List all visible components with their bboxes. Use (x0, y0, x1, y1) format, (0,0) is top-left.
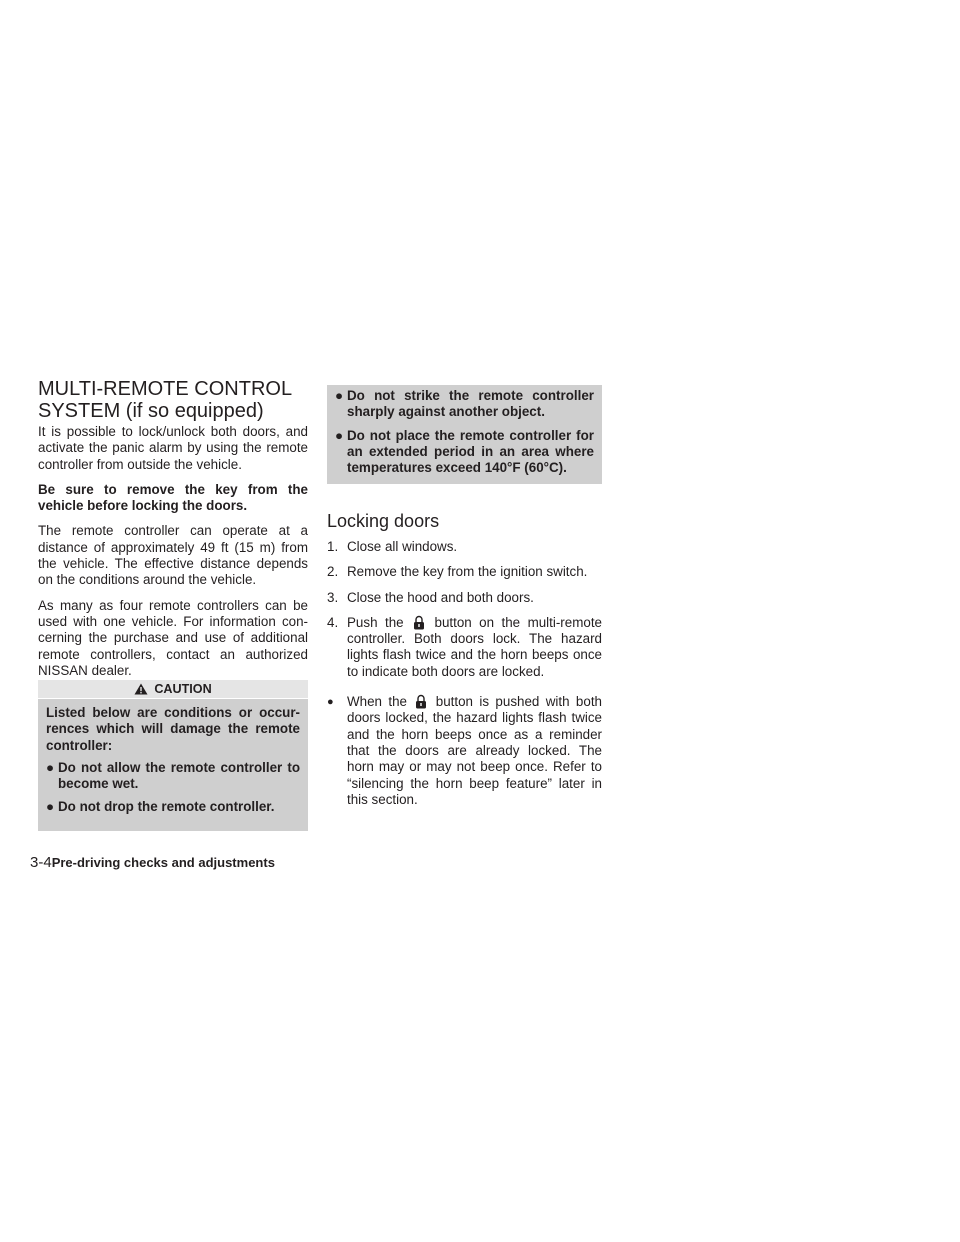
caution-bullet (335, 428, 594, 477)
step-text: Remove the key from the ignition switch. (347, 564, 588, 580)
step (327, 615, 602, 680)
caution-bullet-text: Do not allow the remote controller to become wet. (58, 759, 300, 792)
bullet-marker: ● (327, 696, 334, 709)
note-text (347, 694, 602, 808)
caution-bullet-text: Do not place the remote controller for an extended period in an area where temperatures exceed 140°F (60°C). (347, 427, 594, 476)
note-post: button is pushed with both doors locked, the hazard lights flash twice and the horn beeps once as a reminder that the doors are already locked. The horn may or may not beep once. Refer to “silencing the horn beep feature” later in this section. (347, 694, 602, 807)
step-number: 2. (327, 564, 339, 580)
lock-button-icon (413, 615, 425, 630)
caution-body (38, 699, 308, 831)
bullet-marker: ● (46, 799, 55, 815)
footer-section: Pre-driving checks and adjustments (51, 855, 275, 870)
caution-bullet (46, 760, 300, 793)
step-number: 1. (327, 539, 339, 554)
step-number: 4. (327, 614, 339, 630)
step-text: Close the hood and both doors. (347, 589, 534, 605)
section-title: MULTI-REMOTE CONTROL SYSTEM (if so equipped) (38, 378, 292, 422)
caution-bullet (335, 388, 594, 421)
lock-note-bullet (327, 694, 602, 808)
warning-triangle-icon (134, 683, 148, 695)
step4-post: button on the multi-remote controller. Both doors lock. The hazard lights flash twice and the horn beeps once to indicate both doors are locked. (347, 614, 602, 679)
intro-warning: Be sure to remove the key from the vehicle before locking the doors. (38, 481, 308, 514)
caution-block (38, 680, 308, 831)
intro-paragraph-2: The remote controller can operate at a distance of approximately 49 ft (15 m) from the vehicle. The effective distance depends on the conditions around the vehicle. (38, 523, 308, 588)
caution-bullet (46, 799, 300, 815)
locking-steps (327, 539, 602, 817)
lock-button-icon (415, 694, 427, 709)
note-pre: When the (347, 694, 407, 710)
page-number: 3-4 (30, 854, 52, 871)
step (327, 564, 602, 580)
step (327, 539, 602, 555)
step (327, 590, 602, 606)
caution-header (38, 680, 308, 699)
intro-paragraph-3: As many as four remote controllers can be used with one vehicle. For information con-cerning the purchase and use of additional remote controllers, contact an authorized NISSAN dealer. (38, 597, 308, 678)
page-footer (30, 854, 275, 871)
step-text (347, 615, 602, 680)
bullet-marker: ● (46, 759, 55, 775)
caution-title: CAUTION (154, 682, 212, 696)
intro-paragraph-1: It is possible to lock/unlock both doors, and activate the panic alarm by using the remote controller from outside the vehicle. (38, 424, 308, 472)
caution-lead: Listed below are conditions or occur-rences which will damage the remote controller: (46, 705, 300, 753)
locking-doors-heading: Locking doors (327, 511, 440, 531)
step-number: 3. (327, 589, 339, 605)
caution-continued (327, 385, 602, 484)
intro-text (38, 424, 308, 688)
caution-bullet-text: Do not drop the remote controller. (58, 799, 275, 815)
caution-bullet-text: Do not strike the remote controller sharply against another object. (347, 388, 594, 420)
bullet-marker: ● (335, 388, 344, 403)
bullet-marker: ● (335, 427, 344, 443)
step-text: Close all windows. (347, 539, 458, 554)
step4-pre: Push the (347, 614, 404, 630)
